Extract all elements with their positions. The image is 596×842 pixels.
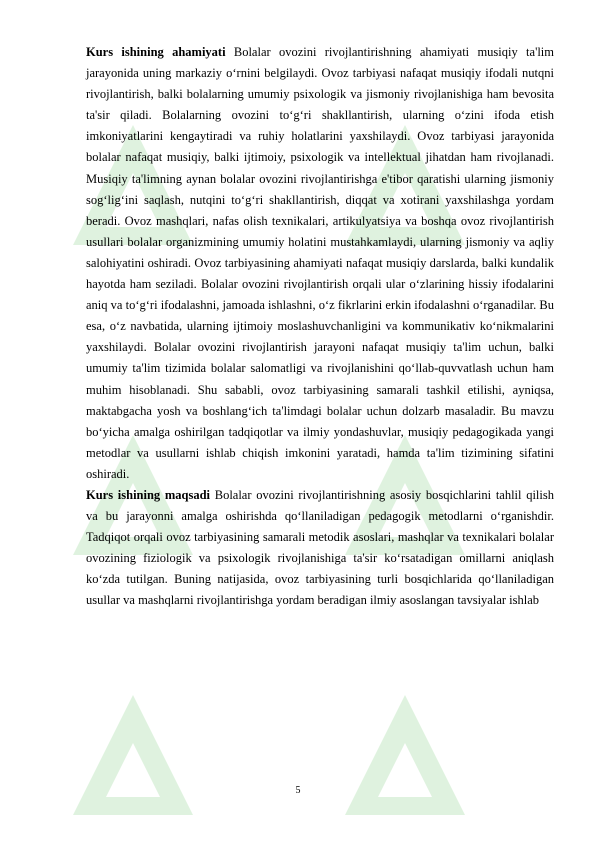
watermark-logo-icon	[58, 680, 208, 830]
paragraph-ahamiyati	[86, 42, 554, 485]
body-text	[86, 42, 554, 612]
watermark-logo-icon	[330, 680, 480, 830]
paragraph-maqsadi	[86, 485, 554, 612]
paragraph-text: Bolalar ovozini rivojlantirishning asosiy bosqichlarini tahlil qilish va bu jarayonni amalga oshirishda qo‘llaniladigan pedagogik metodlarni o‘rganishdir. Tadqiqot orqali ovoz tarbiyasining samarali metodik asoslari, mashqlar va texnikalari bolalar ovozining fiziologik va psixologik rivojlanishiga ta'sir ko‘rsatadigan omillarni aniqlash ko‘zda tutilgan. Buning natijasida, ovoz tarbiyasining turli bosqichlarida qo‘llaniladigan usullar va mashqlarni rivojlantirishga yordam beradigan ilmiy asoslangan tavsiyalar ishlab	[86, 487, 554, 608]
paragraph-lead: Kurs ishining maqsadi	[86, 487, 211, 502]
paragraph-text: Bolalar ovozini rivojlantirishning ahamiyati musiqiy ta'lim jarayonida uning markaziy o‘rnini belgilaydi. Ovoz tarbiyasi nafaqat musiqiy ifodali nutqni rivojlantirish, balki bolalarning umumiy psixologik va jismoniy rivojlanishiga ham bevosita ta'sir qiladi. Bolalarning ovozini to‘g‘ri shakllantirish, ularning o‘zini ifoda etish imkoniyatlarini kengaytiradi va ruhiy holatlarini yaxshilaydi. Ovoz tarbiyasi jarayonida bolalar nafaqat musiqiy, balki ijtimoiy, psixologik va intellektual jihatdan ham rivojlanadi. Musiqiy ta'limning aynan bolalar ovozini rivojlantirishga e'tibor qaratishi ularning jismoniy sog‘lig‘ini saqlash, nutqini to‘g‘ri shakllantirish, diqqat va xotirani yaxshilashga yordam beradi. Ovoz mashqlari, nafas olish texnikalari, artikulyatsiya va boshqa ovoz rivojlantirish usullari bolalar organizmining umumiy holatini mustahkamlaydi, ularning jismoniy va aqliy salohiyatini oshiradi. Ovoz tarbiyasining ahamiyati nafaqat musiqiy darslarda, balki kundalik hayotda ham seziladi. Bolalar ovozini rivojlantirish orqali ular o‘zlarining hissiy ifodalarini aniq va to‘g‘ri ifodalashni, jamoada ishlashni, o‘z fikrlarini erkin ifodalashni o‘rganadilar. Bu esa, o‘z navbatida, ularning ijtimoiy moslashuvchanligini va kommunikativ ko‘nikmalarini yaxshilaydi. Bolalar ovozini rivojlantirish jarayoni nafaqat musiqiy ta'lim uchun, balki umumiy ta'lim tizimida bolalar salomatligi va rivojlanishini qo‘llab-quvvatlash uchun ham muhim hisoblanadi. Shu sababli, ovoz tarbiyasining samarali tashkil etilishi, ayniqsa, maktabgacha yosh va boshlang‘ich ta'limdagi bolalar uchun dolzarb masaladir. Bu mavzu bo‘yicha amalga oshirilgan tadqiqotlar va ilmiy yondashuvlar, musiqiy pedagogikada yangi metodlar va usullarni ishlab chiqish imkonini yaratadi, hamda ta'lim tizimining sifatini oshiradi.	[86, 45, 554, 481]
page-number: 5	[295, 785, 301, 796]
paragraph-lead: Kurs ishining ahamiyati	[86, 45, 226, 59]
